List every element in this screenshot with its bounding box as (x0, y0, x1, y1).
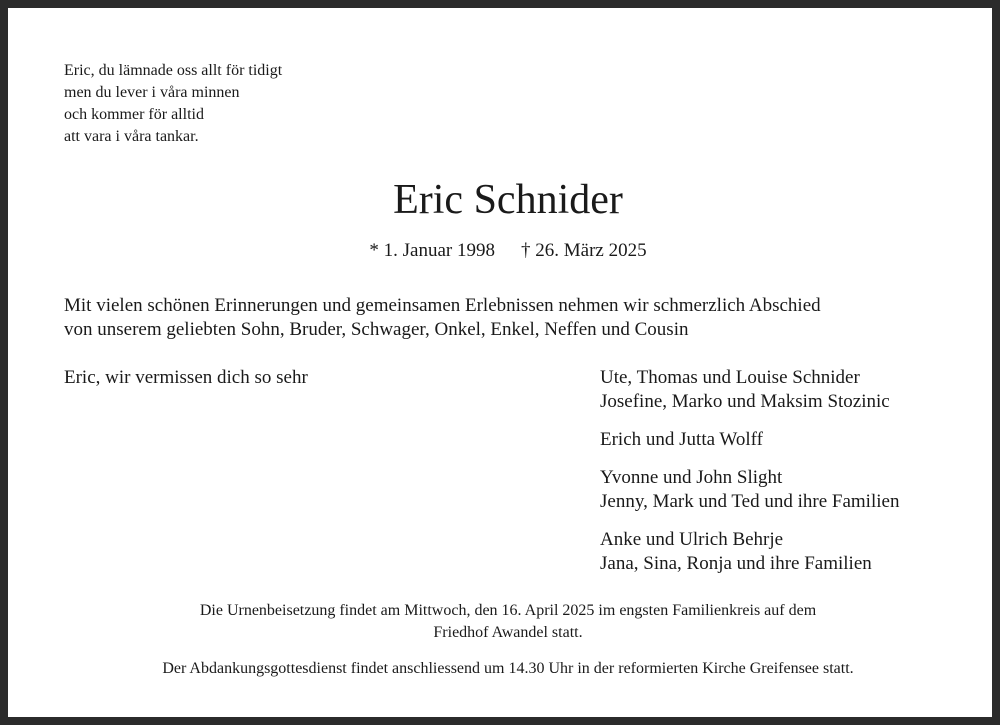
notice-line: Friedhof Awandel statt. (433, 624, 583, 641)
poem (64, 60, 282, 148)
family-member-line: Josefine, Marko und Maksim Stozinic (600, 391, 890, 412)
farewell-message: Eric, wir vermissen dich so sehr (64, 367, 308, 388)
notice-line: Der Abdankungsgottesdienst findet anschliessend um 14.30 Uhr in der reformierten Kirche Greifensee statt. (162, 660, 854, 677)
birth-date: * 1. Januar 1998 (369, 240, 495, 261)
burial-notice (8, 600, 1000, 644)
family-member-line: Anke und Ulrich Behrje (600, 529, 784, 550)
family-list (600, 366, 899, 590)
death-date: † 26. März 2025 (521, 240, 647, 261)
farewell-intro (64, 294, 821, 342)
family-group (600, 366, 899, 414)
poem-line: men du lever i våra minnen (64, 84, 240, 101)
deceased-name: Eric Schnider (393, 177, 623, 223)
service-notice (8, 658, 1000, 680)
notice-line: Die Urnenbeisetzung findet am Mittwoch, den 16. April 2025 im engsten Familienkreis auf dem (199, 602, 817, 619)
intro-line: Mit vielen schönen Erinnerungen und gemeinsamen Erlebnissen nehmen wir schmerzlich Abschied (64, 295, 821, 316)
intro-line: von unserem geliebten Sohn, Bruder, Schwager, Onkel, Enkel, Neffen und Cousin (64, 319, 689, 340)
family-member-line: Jenny, Mark und Ted und ihre Familien (600, 491, 900, 512)
family-group (600, 466, 899, 514)
poem-line: och kommer för alltid (64, 106, 204, 123)
poem-line: Eric, du lämnade oss allt för tidigt (64, 62, 283, 79)
life-dates (8, 238, 1000, 264)
family-member-line: Jana, Sina, Ronja und ihre Familien (600, 553, 872, 574)
family-group (600, 528, 899, 576)
family-member-line: Erich und Jutta Wolff (600, 429, 763, 450)
family-member-line: Ute, Thomas und Louise Schnider (600, 367, 860, 388)
poem-line: att vara i våra tankar. (64, 128, 199, 145)
family-group (600, 428, 899, 452)
family-member-line: Yvonne und John Slight (600, 467, 783, 488)
